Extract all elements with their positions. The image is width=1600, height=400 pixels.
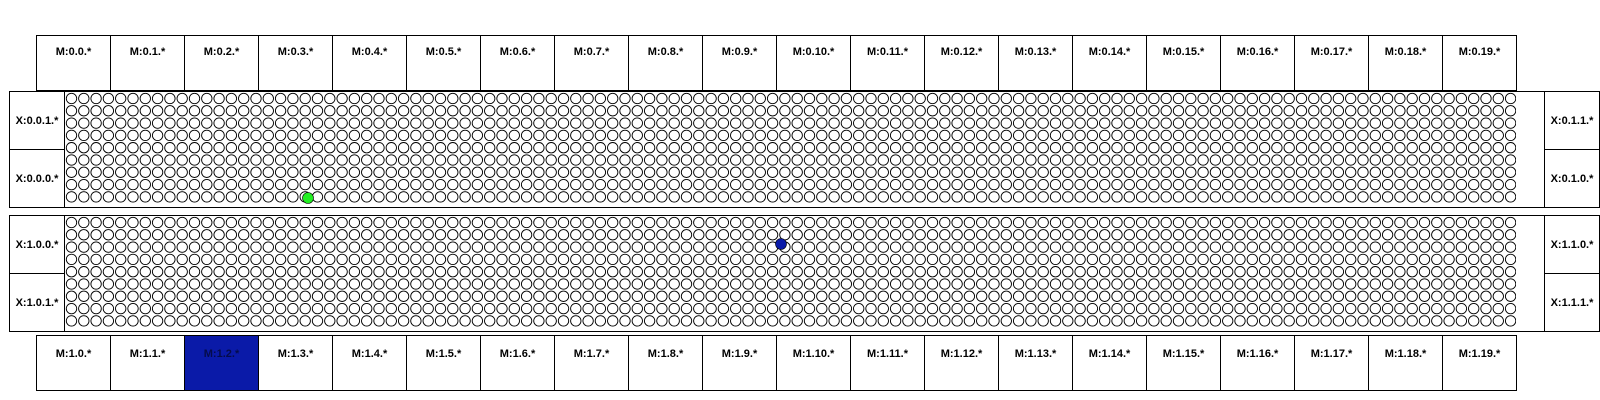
top-module-1[interactable] (110, 35, 185, 91)
top-module-label-18: M:0.18.* (1384, 46, 1427, 58)
side-label-left-0-1[interactable]: X:0.0.0.* (10, 150, 65, 208)
top-module-label-7: M:0.7.* (573, 46, 610, 58)
pin-grid-1[interactable] (65, 216, 1516, 331)
top-module-5[interactable] (406, 35, 481, 91)
bottom-module-0[interactable] (36, 335, 111, 391)
bottom-module-label-19: M:1.19.* (1458, 348, 1501, 360)
bottom-module-label-5: M:1.5.* (425, 348, 462, 360)
pin-grid-0[interactable] (65, 92, 1516, 207)
top-module-12[interactable] (924, 35, 999, 91)
top-module-7[interactable] (554, 35, 629, 91)
side-label-right-0-1[interactable]: X:0.1.0.* (1544, 150, 1599, 208)
top-module-4[interactable] (332, 35, 407, 91)
bottom-module-6[interactable] (480, 335, 555, 391)
side-label-right-1-0[interactable]: X:1.1.0.* (1544, 216, 1599, 274)
bottom-module-8[interactable] (628, 335, 703, 391)
top-module-0[interactable] (36, 35, 111, 91)
bottom-module-label-8: M:1.8.* (647, 348, 684, 360)
bottom-module-18[interactable] (1368, 335, 1443, 391)
top-module-label-2: M:0.2.* (203, 46, 240, 58)
side-label-right-1-1[interactable]: X:1.1.1.* (1544, 274, 1599, 332)
bottom-module-13[interactable] (998, 335, 1073, 391)
side-label-left-1-0[interactable]: X:1.0.0.* (10, 216, 65, 274)
top-module-11[interactable] (850, 35, 925, 91)
top-module-14[interactable] (1072, 35, 1147, 91)
bottom-module-row (36, 335, 1517, 391)
bottom-module-12[interactable] (924, 335, 999, 391)
bottom-module-9[interactable] (702, 335, 777, 391)
bottom-module-label-10: M:1.10.* (792, 348, 835, 360)
bottom-module-label-17: M:1.17.* (1310, 348, 1353, 360)
top-module-10[interactable] (776, 35, 851, 91)
bottom-module-16[interactable] (1220, 335, 1295, 391)
bottom-module-label-18: M:1.18.* (1384, 348, 1427, 360)
top-module-label-13: M:0.13.* (1014, 46, 1057, 58)
top-module-row (36, 35, 1517, 91)
top-module-19[interactable] (1442, 35, 1517, 91)
top-module-label-1: M:0.1.* (129, 46, 166, 58)
bottom-module-label-14: M:1.14.* (1088, 348, 1131, 360)
bottom-module-10[interactable] (776, 335, 851, 391)
top-module-2[interactable] (184, 35, 259, 91)
bottom-module-19[interactable] (1442, 335, 1517, 391)
top-module-15[interactable] (1146, 35, 1221, 91)
top-module-label-10: M:0.10.* (792, 46, 835, 58)
crossbar-band-1 (9, 215, 1600, 332)
bottom-module-11[interactable] (850, 335, 925, 391)
top-module-3[interactable] (258, 35, 333, 91)
bottom-module-17[interactable] (1294, 335, 1369, 391)
bottom-module-4[interactable] (332, 335, 407, 391)
bottom-module-label-3: M:1.3.* (277, 348, 314, 360)
active-pin-blue[interactable] (776, 239, 787, 250)
bottom-module-14[interactable] (1072, 335, 1147, 391)
bottom-module-label-4: M:1.4.* (351, 348, 388, 360)
top-module-label-0: M:0.0.* (55, 46, 92, 58)
top-module-17[interactable] (1294, 35, 1369, 91)
side-label-left-1-1[interactable]: X:1.0.1.* (10, 274, 65, 332)
bottom-module-label-12: M:1.12.* (940, 348, 983, 360)
top-module-18[interactable] (1368, 35, 1443, 91)
bottom-module-label-0: M:1.0.* (55, 348, 92, 360)
bottom-module-label-2: M:1.2.* (203, 348, 240, 360)
top-module-label-4: M:0.4.* (351, 46, 388, 58)
top-module-label-3: M:0.3.* (277, 46, 314, 58)
top-module-16[interactable] (1220, 35, 1295, 91)
top-module-13[interactable] (998, 35, 1073, 91)
bottom-module-label-9: M:1.9.* (721, 348, 758, 360)
top-module-9[interactable] (702, 35, 777, 91)
top-module-label-11: M:0.11.* (867, 46, 908, 58)
bottom-module-label-7: M:1.7.* (573, 348, 610, 360)
top-module-label-5: M:0.5.* (425, 46, 462, 58)
top-module-6[interactable] (480, 35, 555, 91)
top-module-label-14: M:0.14.* (1088, 46, 1131, 58)
side-label-right-0-0[interactable]: X:0.1.1.* (1544, 92, 1599, 150)
active-pin-green[interactable] (303, 193, 314, 204)
bottom-module-label-1: M:1.1.* (129, 348, 166, 360)
top-module-label-17: M:0.17.* (1310, 46, 1353, 58)
top-module-label-12: M:0.12.* (940, 46, 983, 58)
side-label-left-0-0[interactable]: X:0.0.1.* (10, 92, 65, 150)
crossbar-band-0 (9, 91, 1600, 208)
top-module-label-15: M:0.15.* (1162, 46, 1205, 58)
top-module-label-19: M:0.19.* (1458, 46, 1501, 58)
bottom-module-5[interactable] (406, 335, 481, 391)
bottom-module-label-13: M:1.13.* (1014, 348, 1057, 360)
bottom-module-1[interactable] (110, 335, 185, 391)
top-module-label-16: M:0.16.* (1236, 46, 1279, 58)
bottom-module-7[interactable] (554, 335, 629, 391)
bottom-module-label-6: M:1.6.* (499, 348, 536, 360)
top-module-8[interactable] (628, 35, 703, 91)
top-module-label-9: M:0.9.* (721, 46, 758, 58)
bottom-module-15[interactable] (1146, 335, 1221, 391)
bottom-module-2[interactable] (184, 335, 259, 391)
bottom-module-label-11: M:1.11.* (867, 348, 908, 360)
bottom-module-label-15: M:1.15.* (1162, 348, 1205, 360)
bottom-module-3[interactable] (258, 335, 333, 391)
bottom-module-label-16: M:1.16.* (1236, 348, 1279, 360)
top-module-label-8: M:0.8.* (647, 46, 684, 58)
top-module-label-6: M:0.6.* (499, 46, 536, 58)
